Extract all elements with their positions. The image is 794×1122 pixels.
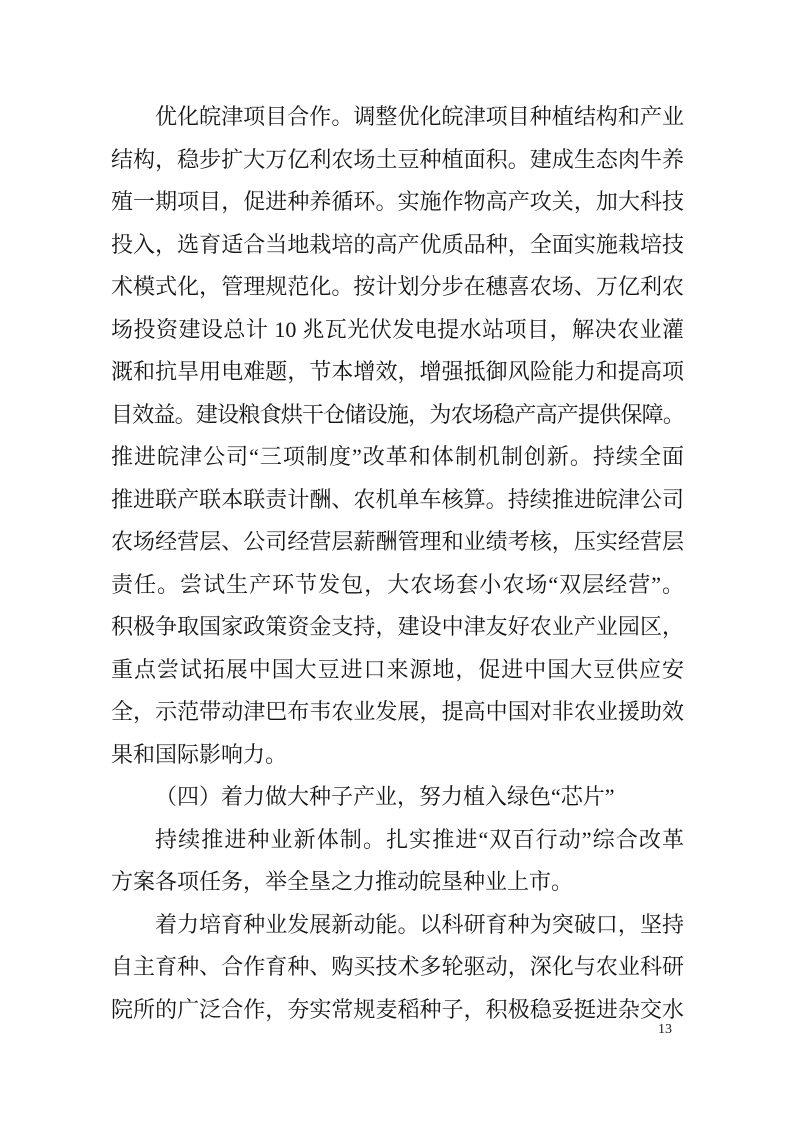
text-line: 农场经营层、公司经营层薪酬管理和业绩考核，压实经营层 <box>111 529 684 554</box>
text-line: 结构，稳步扩大万亿利农场土豆种植面积。建成生态肉牛养 <box>111 146 684 172</box>
text-line: 持续推进种业新体制。扎实推进“双百行动”综合改革 <box>155 826 684 852</box>
text-line: 果和国际影响力。 <box>111 741 288 767</box>
text-line: 场投资建设总计 10 兆瓦光伏发电提水站项目，解决农业灌 <box>111 316 684 342</box>
text-line: 全，示范带动津巴布韦农业发展，提高中国对非农业援助效 <box>111 699 684 724</box>
page-number: 13 <box>658 1022 672 1037</box>
text-line: 责任。尝试生产环节发包，大农场套小农场“双层经营”。 <box>111 571 684 597</box>
text-line: 目效益。建设粮食烘干仓储设施，为农场稳产高产提供保障。 <box>111 401 684 427</box>
section-heading: （四）着力做大种子产业，努力植入绿色“芯片” <box>155 784 615 809</box>
text-line: 积极争取国家政策资金支持，建设中津友好农业产业园区， <box>111 614 684 639</box>
text-line: 殖一期项目，促进种养循环。实施作物高产攻关，加大科技 <box>111 189 684 214</box>
document-body <box>111 96 684 1031</box>
text-line: 优化皖津项目合作。调整优化皖津项目种植结构和产业 <box>155 104 684 129</box>
text-line: 溉和抗旱用电难题，节本增效，增强抵御风险能力和提高项 <box>111 359 684 384</box>
text-line: 重点尝试拓展中国大豆进口来源地，促进中国大豆供应安 <box>111 656 684 682</box>
text-line: 术模式化，管理规范化。按计划分步在穗喜农场、万亿利农 <box>111 274 684 299</box>
text-line: 方案各项任务，举全垦之力推动皖垦种业上市。 <box>111 869 574 894</box>
text-line: 投入，选育适合当地栽培的高产优质品种，全面实施栽培技 <box>111 231 684 257</box>
text-line: 院所的广泛合作，夯实常规麦稻种子，积极稳妥挺进杂交水 <box>111 996 684 1022</box>
text-line: 推进皖津公司“三项制度”改革和体制机制创新。持续全面 <box>111 444 684 469</box>
text-line: 推进联产联本联责计酬、农机单车核算。持续推进皖津公司 <box>111 486 684 512</box>
text-line: 着力培育种业发展新动能。以科研育种为突破口，坚持 <box>155 911 684 937</box>
text-line: 自主育种、合作育种、购买技术多轮驱动，深化与农业科研 <box>111 954 684 979</box>
